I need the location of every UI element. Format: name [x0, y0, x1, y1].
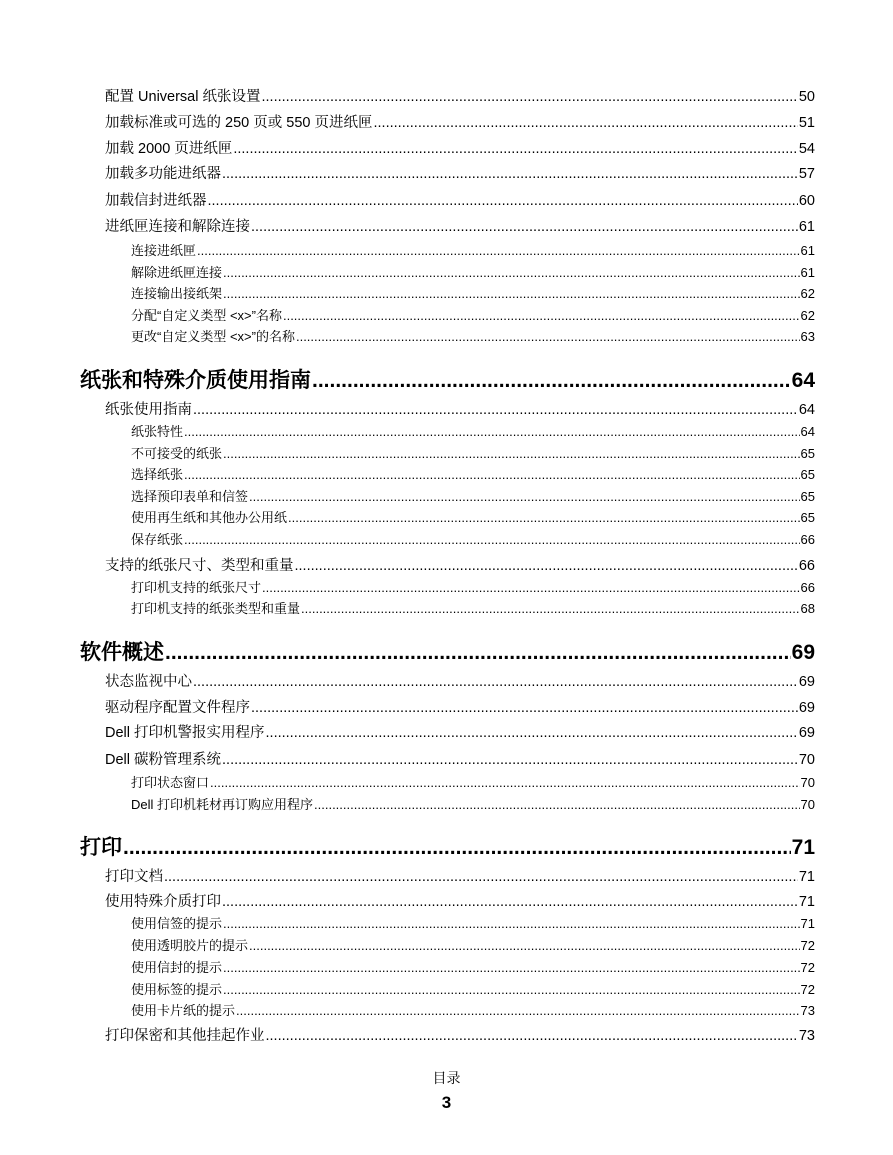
toc-entry-title: 连接输出接纸架	[131, 286, 223, 301]
toc-entry-title: 保存纸张	[131, 532, 184, 547]
toc-entry-title: 打印文档	[105, 869, 163, 885]
toc-entry-page: 71	[798, 869, 815, 885]
toc-entry-page: 57	[798, 166, 815, 182]
toc-entry-page: 62	[800, 286, 815, 301]
toc-chapter-entry[interactable]	[80, 636, 815, 666]
toc-entry-page: 70	[800, 797, 815, 812]
dot-leader	[210, 775, 800, 790]
toc-entry[interactable]	[80, 443, 815, 462]
dot-leader	[223, 446, 800, 461]
toc-entry[interactable]	[80, 398, 815, 419]
dot-leader	[301, 601, 800, 616]
toc-entry-page: 72	[800, 982, 815, 997]
footer-label: 目录	[432, 1070, 461, 1086]
toc-entry[interactable]	[80, 748, 815, 769]
dot-leader	[223, 982, 800, 997]
toc-chapter-entry[interactable]	[80, 364, 815, 394]
toc-entry[interactable]	[80, 326, 815, 345]
toc-entry-title: 使用信封的提示	[131, 960, 223, 975]
dot-leader	[262, 89, 798, 105]
toc-entry[interactable]	[80, 890, 815, 911]
toc-entry-page: 65	[800, 510, 815, 525]
dot-leader	[374, 115, 798, 131]
toc-entry-title: 分配“自定义类型 <x>”名称	[131, 308, 282, 323]
toc-entry-page: 73	[798, 1028, 815, 1044]
toc-entry-page: 68	[800, 601, 815, 616]
toc-entry-page: 66	[798, 558, 815, 574]
toc-entry-title: 解除进纸匣连接	[131, 265, 223, 280]
dot-leader	[208, 193, 798, 209]
toc-entry[interactable]	[80, 772, 815, 791]
dot-leader	[184, 467, 800, 482]
toc-entry[interactable]	[80, 696, 815, 717]
toc-entry-title: 打印机支持的纸张尺寸	[131, 580, 262, 595]
toc-entry-title: Dell 打印机警报实用程序	[105, 725, 265, 741]
toc-entry-title: 连接进纸匣	[131, 243, 197, 258]
dot-leader	[193, 674, 798, 690]
dot-leader	[251, 700, 798, 716]
dot-leader	[223, 916, 800, 931]
dot-leader	[223, 265, 800, 280]
toc-entry-title: 使用再生纸和其他办公用纸	[131, 510, 288, 525]
toc-entry-title: 使用卡片纸的提示	[131, 1003, 236, 1018]
dot-leader	[262, 580, 800, 595]
dot-leader	[223, 960, 800, 975]
toc-entry-page: 61	[800, 265, 815, 280]
dot-leader	[222, 166, 798, 182]
toc-entry[interactable]	[80, 464, 815, 483]
toc-entry[interactable]	[80, 262, 815, 281]
toc-entry-page: 64	[800, 424, 815, 439]
dot-leader	[223, 286, 800, 301]
toc-entry-page: 60	[798, 193, 815, 209]
toc-entry[interactable]	[80, 85, 815, 106]
toc-entry-title: 打印状态窗口	[131, 775, 210, 790]
dot-leader	[222, 752, 798, 768]
toc-entry-page: 72	[800, 938, 815, 953]
toc-entry-page: 69	[798, 674, 815, 690]
toc-entry-page: 69	[798, 700, 815, 716]
dot-leader	[222, 894, 798, 910]
toc-entry[interactable]	[80, 215, 815, 236]
toc-entry-page: 64	[791, 369, 815, 392]
dot-leader	[312, 369, 791, 393]
toc-entry-page: 71	[791, 836, 815, 859]
dot-leader	[251, 219, 798, 235]
dot-leader	[233, 141, 798, 157]
toc-entry[interactable]	[80, 1024, 815, 1045]
toc-entry-page: 72	[800, 960, 815, 975]
toc-entry-title: 使用透明胶片的提示	[131, 938, 249, 953]
toc-entry-page: 65	[800, 489, 815, 504]
toc-entry-page: 70	[800, 775, 815, 790]
toc-entry-page: 71	[798, 894, 815, 910]
toc-entry[interactable]	[80, 957, 815, 976]
toc-entry-title: 驱动程序配置文件程序	[105, 700, 250, 716]
dot-leader	[197, 243, 800, 258]
toc-entry-page: 65	[800, 446, 815, 461]
toc-entry-title: Dell 碳粉管理系统	[105, 752, 222, 768]
dot-leader	[184, 424, 800, 439]
toc-entry[interactable]	[80, 794, 815, 813]
toc-entry-title: 纸张使用指南	[105, 402, 192, 418]
toc-entry-page: 69	[798, 725, 815, 741]
toc-entry-title: 加载 2000 页进纸匣	[105, 141, 233, 157]
dot-leader	[123, 836, 791, 860]
toc-entry-page: 66	[800, 532, 815, 547]
toc-entry[interactable]	[80, 305, 815, 324]
toc-entry-title: Dell 打印机耗材再订购应用程序	[131, 797, 314, 812]
toc-entry-title: 加载多功能进纸器	[105, 166, 221, 182]
toc-entry-page: 70	[798, 752, 815, 768]
toc-entry-title: 更改“自定义类型 <x>”的名称	[131, 329, 295, 344]
toc-entry-page: 64	[798, 402, 815, 418]
toc-entry[interactable]	[80, 554, 815, 575]
toc-entry-page: 62	[800, 308, 815, 323]
toc-entry-page: 73	[800, 1003, 815, 1018]
toc-entry-page: 63	[800, 329, 815, 344]
dot-leader	[296, 329, 800, 344]
toc-entry-title: 纸张特性	[131, 424, 184, 439]
toc-entry-title: 打印保密和其他挂起作业	[105, 1028, 265, 1044]
dot-leader	[266, 725, 798, 741]
toc-entry[interactable]	[80, 670, 815, 691]
toc-entry-title: 使用特殊介质打印	[105, 894, 221, 910]
toc-entry-title: 进纸匣连接和解除连接	[105, 219, 250, 235]
dot-leader	[236, 1003, 800, 1018]
toc-entry-page: 66	[800, 580, 815, 595]
toc-entry-title: 选择预印表单和信签	[131, 489, 249, 504]
dot-leader	[249, 489, 800, 504]
toc-entry[interactable]	[80, 283, 815, 302]
toc-entry-page: 54	[798, 141, 815, 157]
toc-chapter-entry[interactable]	[80, 831, 815, 861]
dot-leader	[314, 797, 800, 812]
toc-entry-title: 打印	[80, 836, 122, 859]
toc-entry-page: 69	[791, 641, 815, 664]
toc-entry-title: 支持的纸张尺寸、类型和重量	[105, 558, 294, 574]
toc-entry-title: 配置 Universal 纸张设置	[105, 89, 261, 105]
toc-entry[interactable]	[80, 1000, 815, 1019]
toc-entry-page: 50	[798, 89, 815, 105]
toc-entry[interactable]	[80, 913, 815, 932]
toc-entry[interactable]	[80, 935, 815, 954]
toc-entry[interactable]	[80, 486, 815, 505]
toc-entry[interactable]	[80, 137, 815, 158]
toc-entry[interactable]	[80, 529, 815, 548]
toc-entry[interactable]	[80, 721, 815, 742]
dot-leader	[164, 869, 798, 885]
toc-entry-title: 软件概述	[80, 641, 164, 664]
dot-leader	[266, 1028, 798, 1044]
toc-entry-title: 打印机支持的纸张类型和重量	[131, 601, 301, 616]
toc-entry-title: 纸张和特殊介质使用指南	[80, 369, 311, 392]
toc-entry-page: 61	[800, 243, 815, 258]
toc-entry-title: 选择纸张	[131, 467, 184, 482]
toc-entry[interactable]	[80, 865, 815, 886]
toc-entry[interactable]	[80, 598, 815, 617]
dot-leader	[193, 402, 798, 418]
dot-leader	[288, 510, 800, 525]
toc-entry[interactable]	[80, 421, 815, 440]
dot-leader	[295, 558, 798, 574]
toc-entry-page: 61	[798, 219, 815, 235]
toc-entry-title: 使用信签的提示	[131, 916, 223, 931]
page-number: 3	[441, 1093, 452, 1112]
dot-leader	[283, 308, 800, 323]
toc-entry-title: 加载信封进纸器	[105, 193, 207, 209]
toc-entry-page: 51	[798, 115, 815, 131]
toc-entry-title: 加载标准或可选的 250 页或 550 页进纸匣	[105, 115, 373, 131]
toc-entry[interactable]	[80, 507, 815, 526]
toc-entry-page: 65	[800, 467, 815, 482]
toc-entry-page: 71	[800, 916, 815, 931]
toc-entry[interactable]	[80, 577, 815, 596]
dot-leader	[184, 532, 800, 547]
toc-entry[interactable]	[80, 162, 815, 183]
dot-leader	[165, 641, 791, 665]
toc-entry[interactable]	[80, 189, 815, 210]
toc-entry-title: 状态监视中心	[105, 674, 192, 690]
toc-entry[interactable]	[80, 240, 815, 259]
toc-entry-title: 使用标签的提示	[131, 982, 223, 997]
dot-leader	[249, 938, 800, 953]
toc-entry-title: 不可接受的纸张	[131, 446, 223, 461]
toc-entry[interactable]	[80, 979, 815, 998]
toc-entry[interactable]	[80, 111, 815, 132]
